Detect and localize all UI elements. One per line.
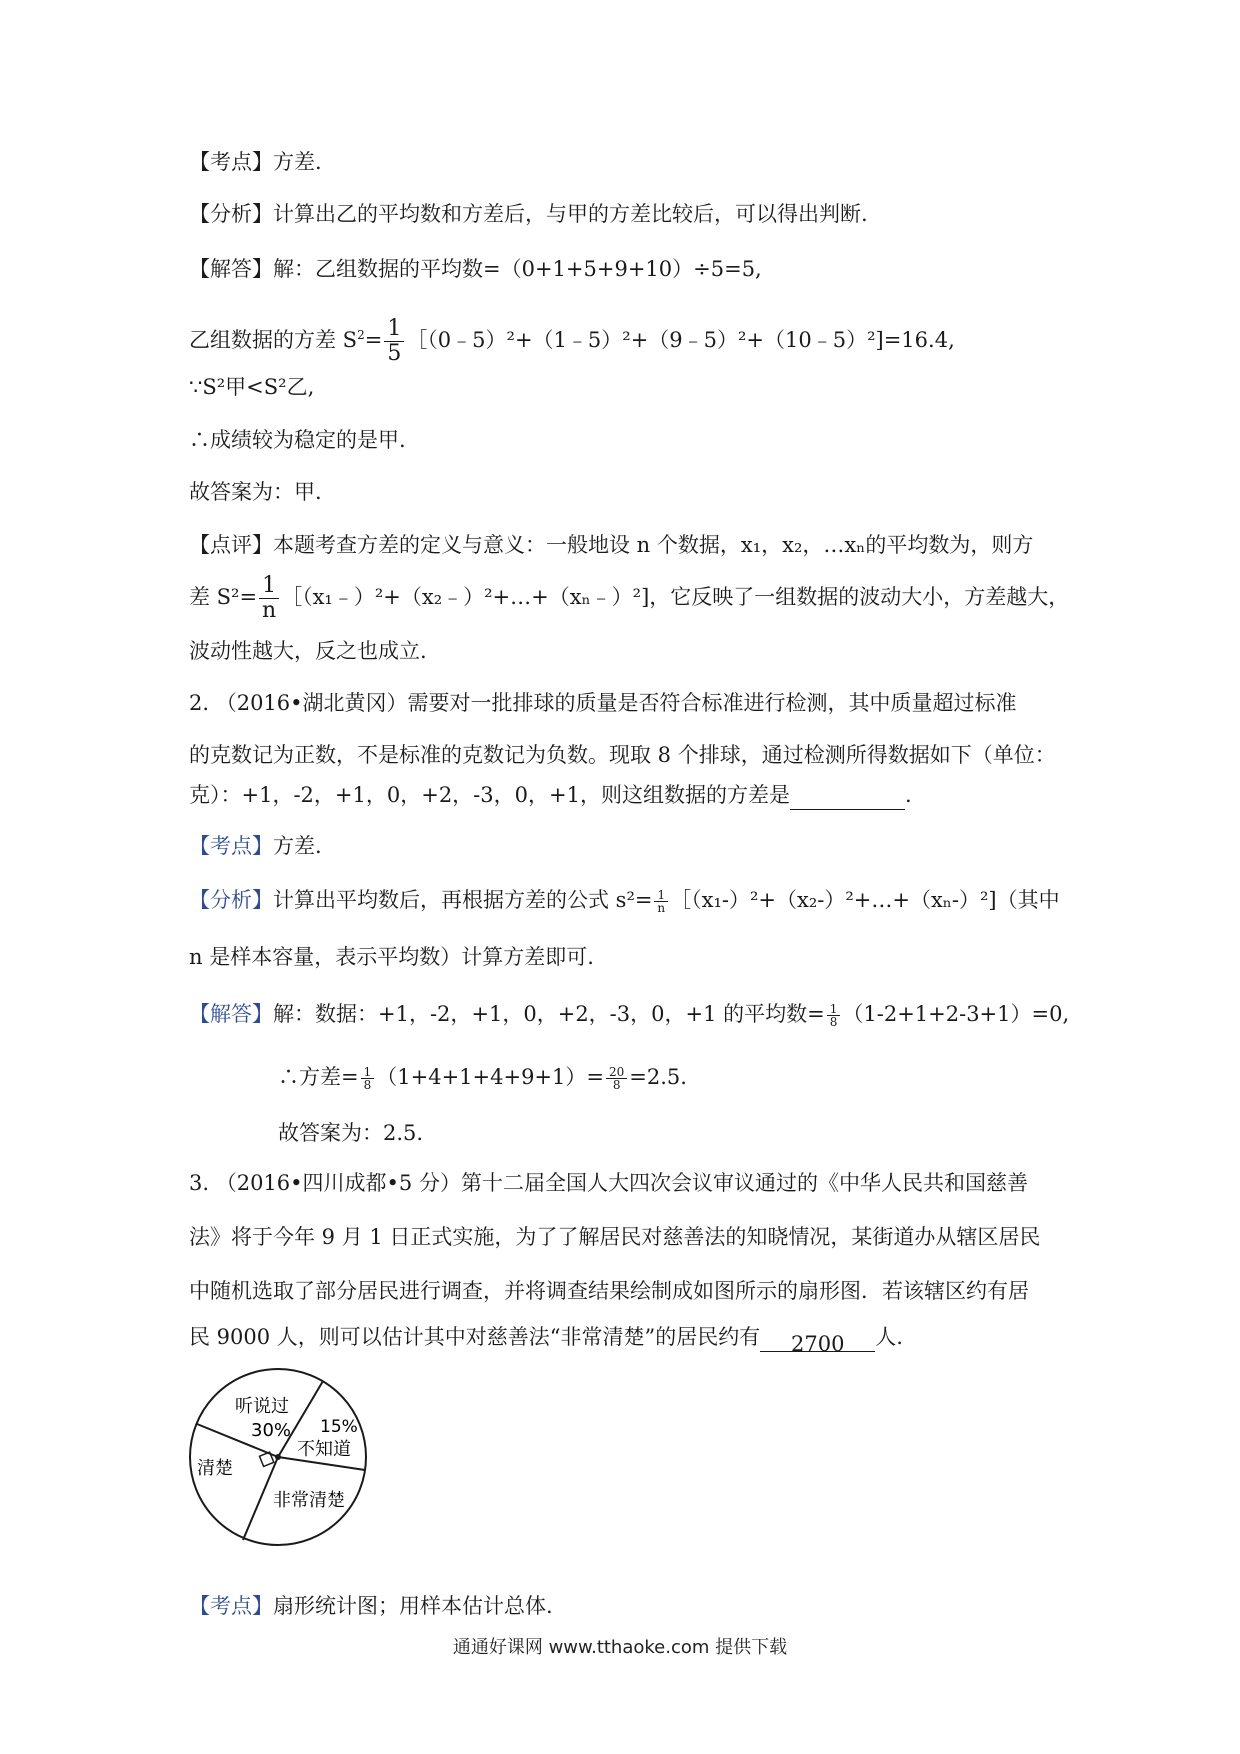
dianping-tag: 【点评】 [189, 533, 273, 557]
fraction: $\frac{1}{n}$ [654, 889, 668, 914]
q2-line-3: 克）：+1，-2，+1，0，+2，-3，0，+1，则这组数据的方差是 . [189, 780, 912, 810]
variance-line: 乙组数据的方差 $S^2=$ $\frac{1}{5}$ ［（0﹣5）²+（1﹣5）²+（9﹣5）²+（10﹣5）²]=16.4, [189, 316, 955, 366]
kaodian-tag: 【考点】 [189, 834, 273, 858]
fraction: $\frac{1}{8}$ [361, 1066, 375, 1091]
kaodian-text: 方差. [273, 150, 322, 174]
fraction: $\frac{1}{5}$ [384, 317, 404, 366]
q2-calc: ∴方差= $\frac{1}{8}$ （1+4+1+4+9+1）= $\frac{20}{8}$ =2.5. [278, 1065, 687, 1092]
pie-label-heard: 听说过 [235, 1396, 289, 1417]
fenxi-tag: 【分析】 [189, 888, 273, 912]
pie-label-very-clear: 非常清楚 [273, 1490, 345, 1511]
answer-blank [790, 787, 905, 810]
q2-fenxi: 【分析】计算出平均数后，再根据方差的公式 s²= $\frac{1}{n}$ ［（x₁-）²+（x₂-）²+…+（xₙ-）²]（其中 [189, 888, 1060, 915]
fraction: $\frac{1}{8}$ [827, 1003, 841, 1028]
jieda-line-1 [189, 254, 762, 284]
q3-line-3: 中随机选取了部分居民进行调查，并将调查结果绘制成如图所示的扇形图．若该辖区约有居 [189, 1279, 1029, 1303]
pie-label-unknown: 不知道 [297, 1439, 351, 1460]
fraction: $\frac{20}{8}$ [606, 1066, 627, 1091]
pie-label-unknown-pct: 15% [320, 1417, 358, 1437]
page-footer: 通通好课网 www.tthaoke.com 提供下载 [452, 1637, 788, 1658]
q2-kaodian: 【考点】方差. [189, 834, 322, 858]
kaodian-tag: 【考点】 [189, 150, 273, 174]
dianping-line-2: 差 S²= $\frac{1}{n}$ ［（x₁﹣）²+（x₂﹣）²+…+（xₙ﹣）²]，它反映了一组数据的波动大小，方差越大， [189, 573, 1070, 623]
q3-kaodian: 【考点】扇形统计图；用样本估计总体. [189, 1594, 553, 1618]
q3-line-1: 3. （2016•四川成都•5 分）第十二届全国人大四次会议审议通过的《中华人民共和国慈善 [189, 1171, 1028, 1195]
q2-jieda: 【解答】解：数据：+1，-2，+1，0，+2，-3，0，+1 的平均数= $\frac{1}{8}$ （1-2+1+2-3+1）=0, [189, 1002, 1070, 1029]
pie-label-heard-pct: 30% [251, 1420, 292, 1441]
fenxi-tag: 【分析】 [189, 202, 273, 226]
pie-label-clear: 清楚 [197, 1458, 233, 1479]
q3-line-4: 民 9000 人，则可以估计其中对慈善法“非常清楚”的居民约有 2700 人. [189, 1325, 903, 1356]
jieda-tag: 【解答】 [189, 1002, 273, 1026]
pie-center [275, 1454, 281, 1460]
q3-line-2: 法》将于今年 9 月 1 日正式实施，为了了解居民对慈善法的知晓情况，某街道办从辖区居民 [189, 1225, 1041, 1249]
q2-line-2: 的克数记为正数，不是标准的克数记为负数。现取 8 个排球，通过检测所得数据如下（单位： [189, 743, 1056, 767]
because-line: ∵S²甲<S²乙, [189, 375, 315, 399]
answer-line-1: 故答案为：甲. [189, 480, 322, 504]
jieda-tag: 【解答】 [189, 257, 273, 281]
fenxi-text: 计算出乙的平均数和方差后，与甲的方差比较后，可以得出判断. [273, 202, 868, 226]
q2-line-1: 2. （2016•湖北黄冈）需要对一批排球的质量是否符合标准进行检测，其中质量超过标准 [189, 691, 1017, 715]
dianping-line-3: 波动性越大，反之也成立. [189, 639, 427, 663]
jieda-text: 解：乙组数据的平均数=（0+1+5+9+10）÷5=5, [273, 257, 762, 281]
answer-blank: 2700 [760, 1329, 875, 1352]
dianping-line-1: 【点评】本题考查方差的定义与意义：一般地设 n 个数据，x₁，x₂，…xₙ的平均数为，则方 [189, 533, 1034, 557]
kaodian-tag: 【考点】 [189, 1594, 273, 1618]
therefore-line: ∴成绩较为稳定的是甲. [189, 428, 406, 452]
kaodian-line-1 [189, 147, 322, 177]
fenxi-line-1 [189, 199, 868, 229]
q2-fenxi-2: n 是样本容量，表示平均数）计算方差即可. [189, 945, 594, 969]
pie-chart-figure [183, 1362, 373, 1552]
fraction: $\frac{1}{n}$ [259, 574, 279, 623]
q2-answer: 故答案为：2.5. [278, 1121, 424, 1145]
